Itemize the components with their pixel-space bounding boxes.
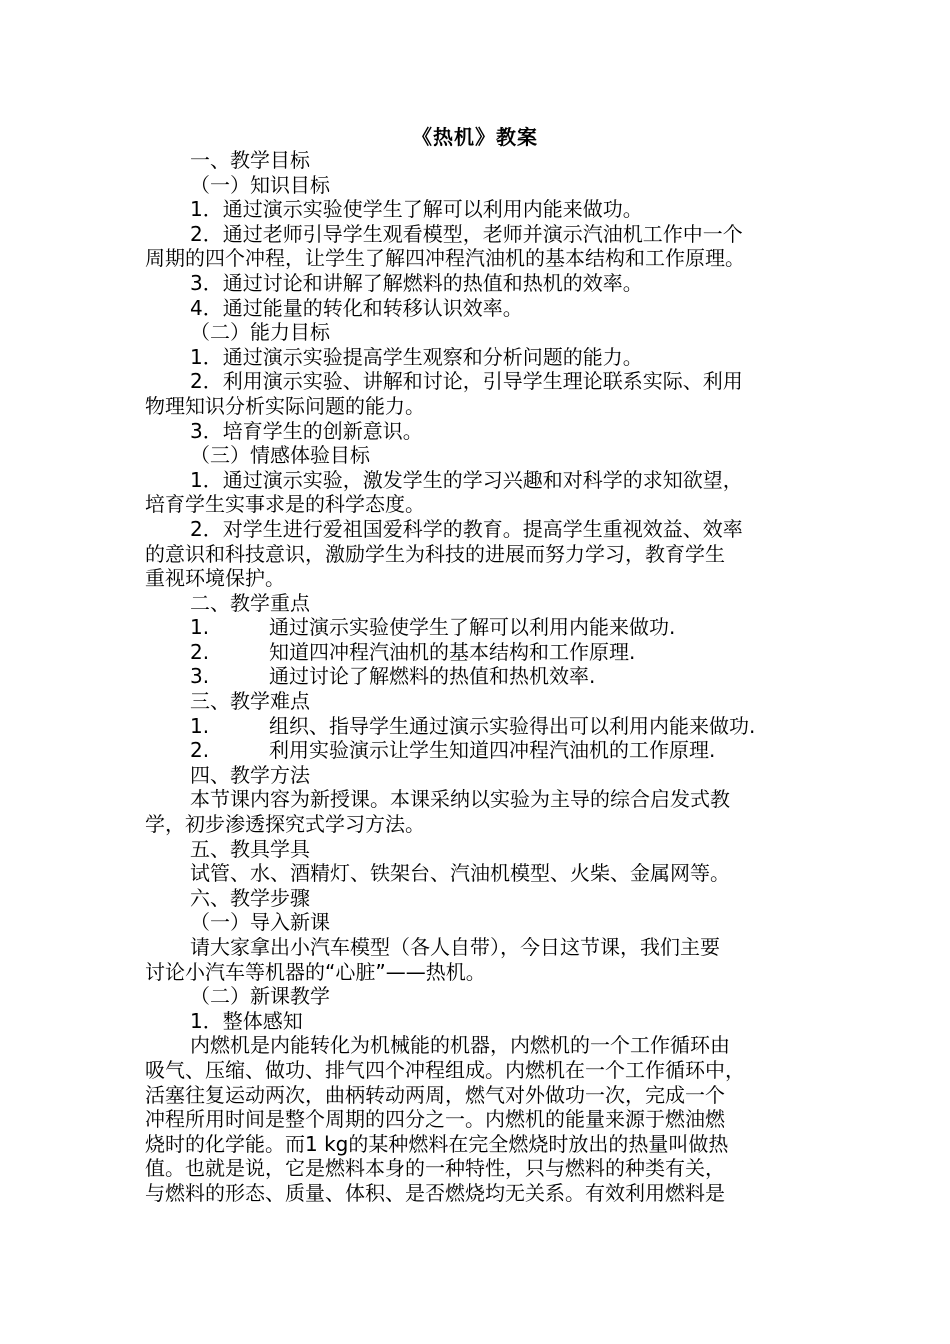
section-heading-key-points: 二、教学重点 [190,590,310,615]
numbered-item [145,664,810,689]
section-heading-methods: 四、教学方法 [190,762,310,787]
section-heading-difficulties: 三、教学难点 [190,689,310,714]
paragraph-line: 请大家拿出小汽车模型（各人自带），今日这节课，我们主要 [190,935,720,959]
item-number: 3. [190,664,210,689]
paragraph-line: 周期的四个冲程，让学生了解四冲程汽油机的基本结构和工作原理。 [145,246,745,271]
document-body [145,148,810,1206]
section-heading-objectives: 一、教学目标 [190,148,310,172]
paragraph-line: 1．通过演示实验提高学生观察和分析问题的能力。 [190,344,643,369]
paragraph-line: 冲程所用时间是整个周期的四分之一。内燃机的能量来源于燃油燃 [145,1107,725,1132]
item-number: 2. [190,738,210,763]
paragraph-line: 2．利用演示实验、讲解和讨论，引导学生理论联系实际、利用 [190,369,743,394]
paragraph-line: 重视环境保护。 [145,566,285,591]
paragraph-line: 4．通过能量的转化和转移认识效率。 [190,295,523,320]
item-text: 通过演示实验使学生了解可以利用内能来做功. [269,615,676,640]
item-text: 通过讨论了解燃料的热值和热机效率. [269,664,596,689]
numbered-item [145,714,810,739]
paragraph-line: 活塞往复运动两次，曲柄转动两周，燃气对外做功一次，完成一个 [145,1082,725,1107]
paragraph-line: 2．通过老师引导学生观看模型，老师并演示汽油机工作中一个 [190,221,743,246]
item-number: 1. [190,713,210,738]
paragraph-line: 吸气、压缩、做功、排气四个冲程组成。内燃机在一个工作循环中， [145,1057,745,1082]
paragraph-line: 1．整体感知 [190,1008,303,1033]
paragraph-line: 1．通过演示实验使学生了解可以利用内能来做功。 [190,197,643,222]
paragraph-line: 2．对学生进行爱祖国爱科学的教育。提高学生重视效益、效率 [190,516,743,541]
paragraph-line: 学，初步渗透探究式学习方法。 [145,812,425,837]
section-heading-steps: 六、教学步骤 [190,885,310,910]
paragraph-line: 3．培育学生的创新意识。 [190,418,423,443]
numbered-item [145,640,810,665]
paragraph-line: 讨论小汽车等机器的“心脏”——热机。 [145,959,486,984]
subsection-heading-ability: （二）能力目标 [190,320,330,345]
item-text: 利用实验演示让学生知道四冲程汽油机的工作原理. [269,738,716,763]
paragraph-line: 1．通过演示实验，激发学生的学习兴趣和对科学的求知欲望， [190,467,743,492]
item-text: 组织、指导学生通过演示实验得出可以利用内能来做功. [269,713,756,738]
paragraph-line: 值。也就是说，它是燃料本身的一种特性，只与燃料的种类有关， [145,1156,725,1181]
paragraph-line: 3．通过讨论和讲解了解燃料的热值和热机的效率。 [190,270,643,295]
subsection-heading-emotion: （三）情感体验目标 [190,443,370,468]
document-title: 《热机》教案 [412,125,538,149]
item-text: 知道四冲程汽油机的基本结构和工作原理. [269,639,636,664]
paragraph-line: 烧时的化学能。而1 kg的某种燃料在完全燃烧时放出的热量叫做热 [145,1131,729,1156]
item-number: 2. [190,639,210,664]
paragraph-line: 本节课内容为新授课。本课采纳以实验为主导的综合启发式教 [190,787,730,812]
subsection-heading-knowledge: （一）知识目标 [190,172,330,197]
item-number: 1. [190,615,210,640]
paragraph-line: 与燃料的形态、质量、体积、是否燃烧均无关系。有效利用燃料是 [145,1180,725,1205]
numbered-item [145,738,810,763]
section-heading-tools: 五、教具学具 [190,836,310,861]
paragraph-line: 试管、水、酒精灯、铁架台、汽油机模型、火柴、金属网等。 [190,861,730,886]
paragraph-line: 培育学生实事求是的科学态度。 [145,492,425,517]
numbered-item [145,615,810,640]
subsection-heading-new-lesson: （二）新课教学 [190,984,330,1009]
subsection-heading-intro: （一）导入新课 [190,910,330,935]
paragraph-line: 的意识和科技意识，激励学生为科技的进展而努力学习，教育学生 [145,541,725,566]
paragraph-line: 物理知识分析实际问题的能力。 [145,393,425,418]
paragraph-line: 内燃机是内能转化为机械能的机器，内燃机的一个工作循环由 [190,1033,730,1058]
